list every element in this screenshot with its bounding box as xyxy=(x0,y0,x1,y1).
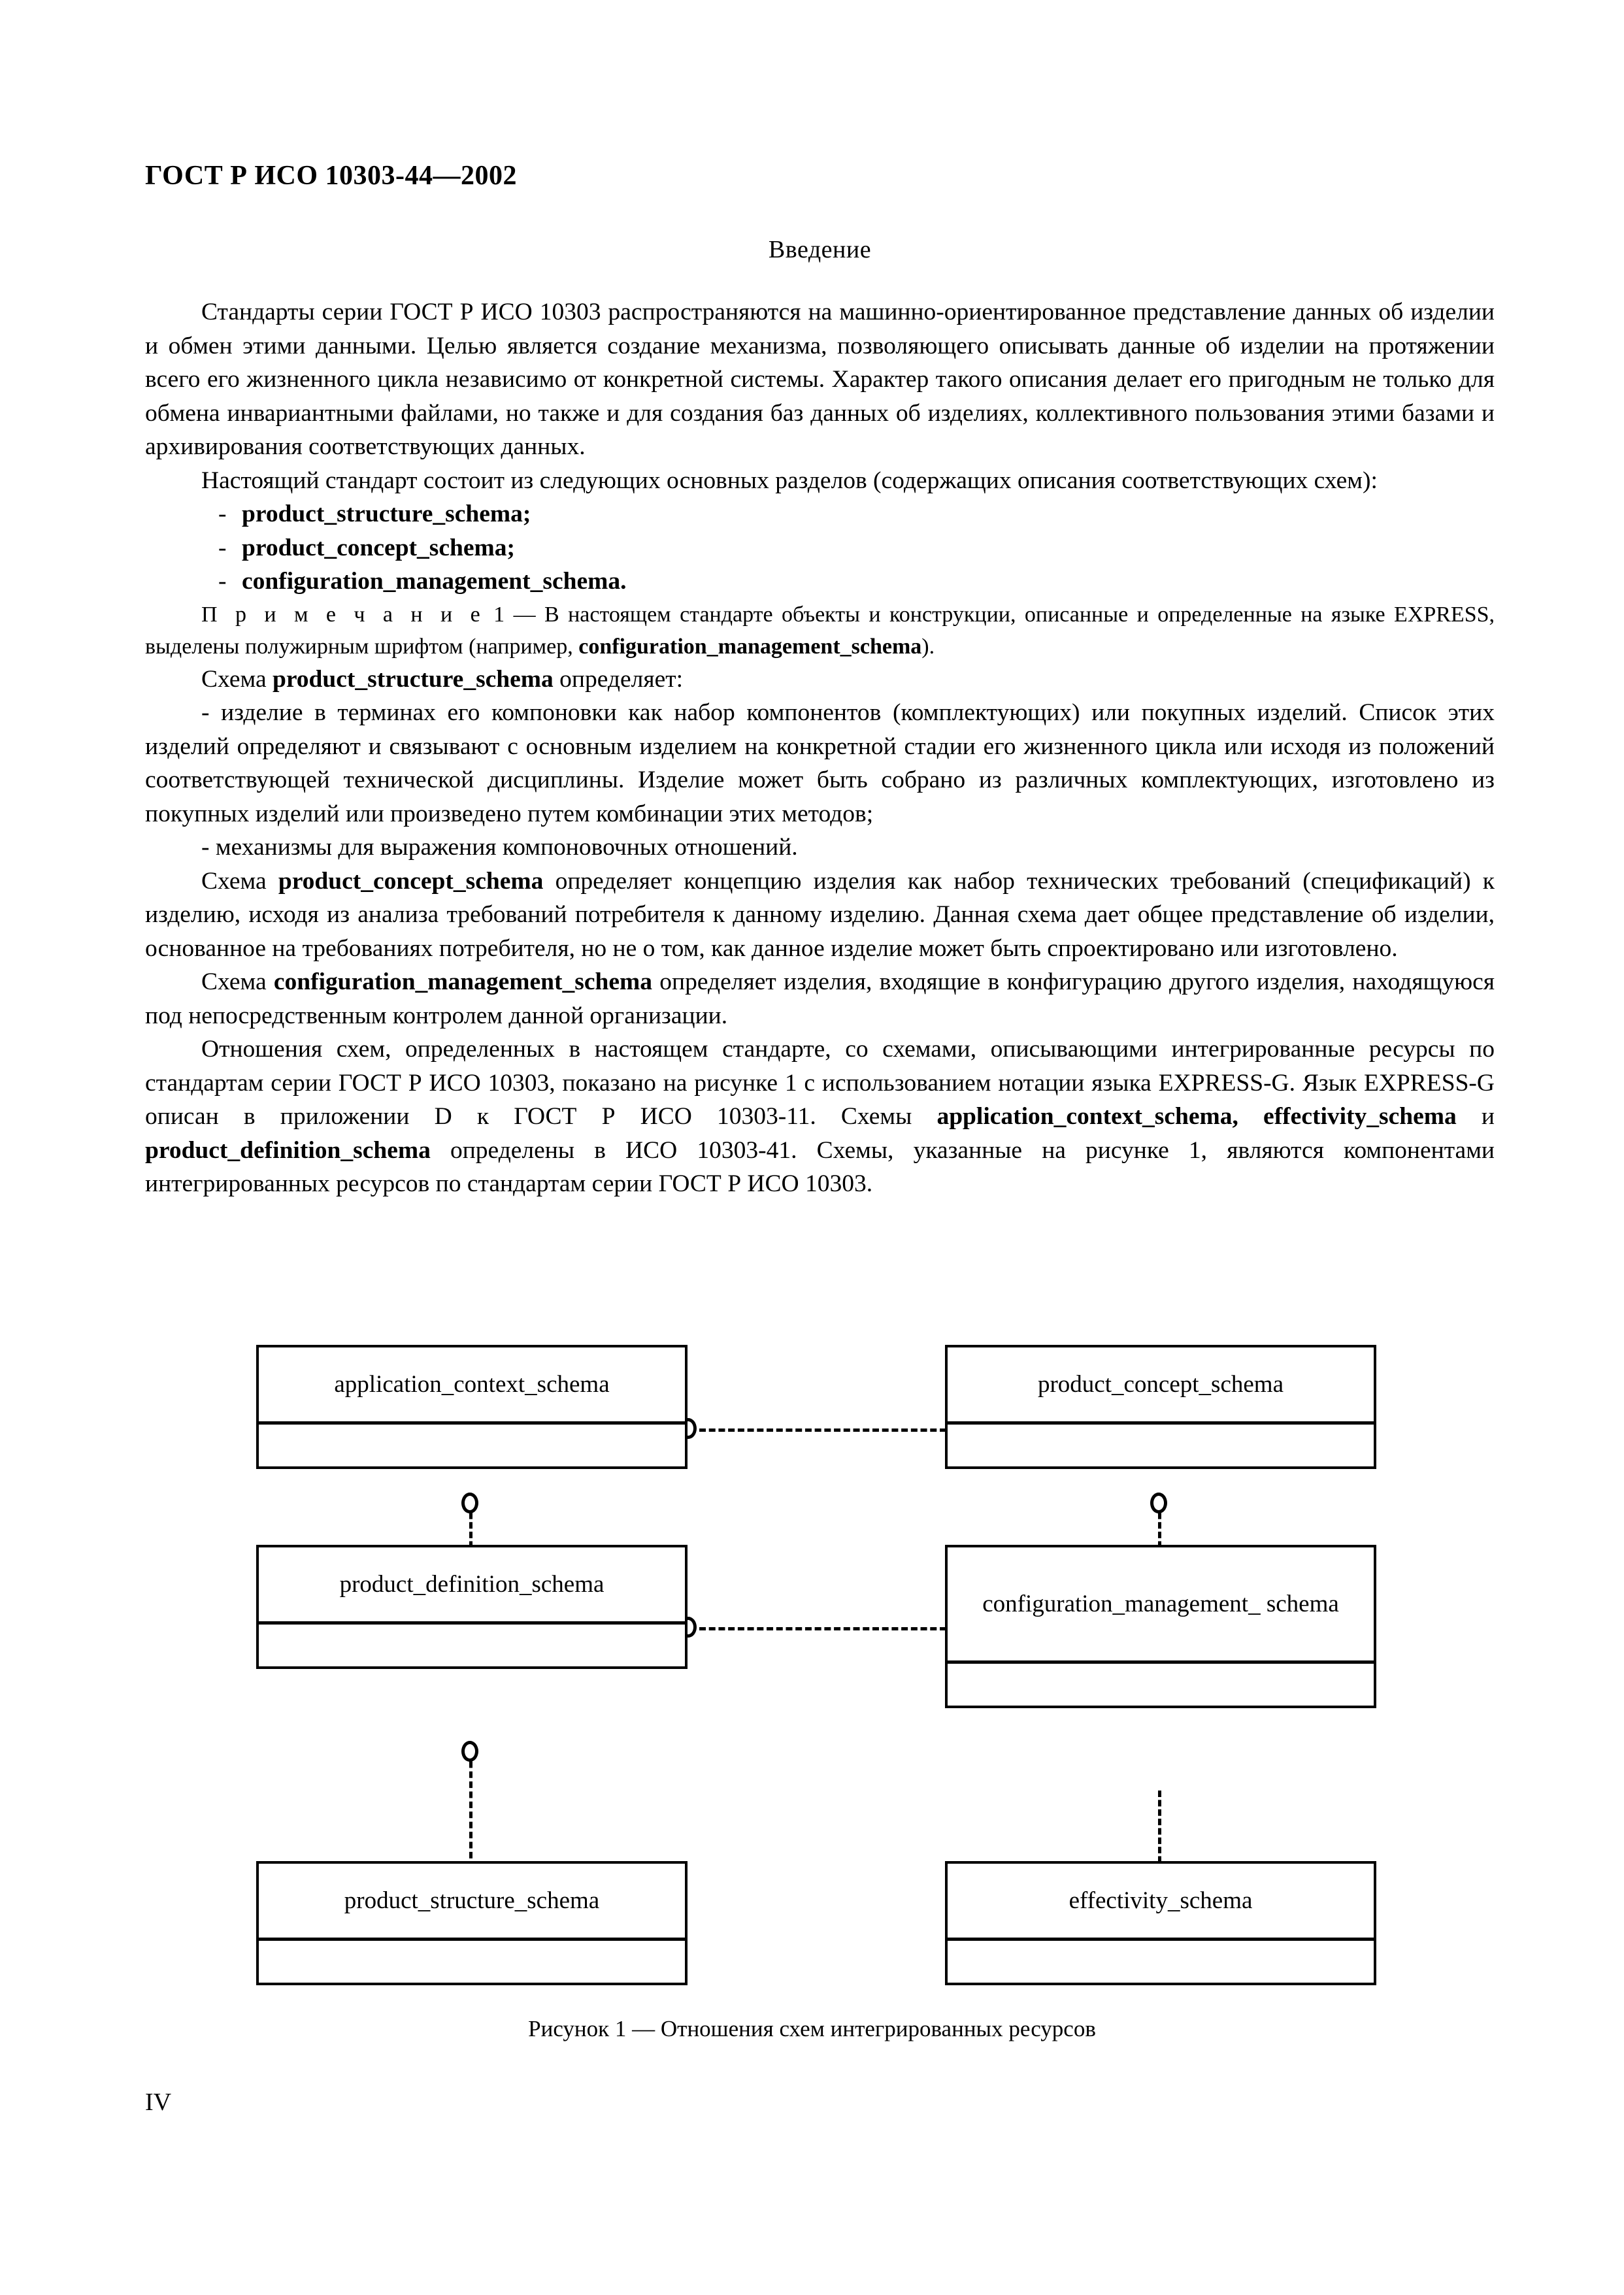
note-text-before: В настоящем стандарте объекты и конструкции, описанные и определенные на языке EXPRESS, выделены полужирным шрифтом (например, xyxy=(145,602,1495,659)
par-after: определяет концепцию изделия как набор технических требований (спецификаций) к изделию, исходя из анализа требований потребителя к данному изделию. Данная схема дает общее представление об изделии, основанное на требованиях потребителя, но не о том, как данное изделие может быть спроектировано или изготовлено. xyxy=(145,867,1495,962)
lead-bold: product_structure_schema xyxy=(272,665,554,693)
note-label: П р и м е ч а н и е xyxy=(201,602,485,627)
schema-box-effectivity-schema xyxy=(945,1861,1376,1985)
schema-box-body xyxy=(948,1425,1374,1466)
list-item-label: product_concept_schema; xyxy=(242,534,516,561)
par-before: Схема xyxy=(201,968,274,995)
page-number: IV xyxy=(145,2089,172,2116)
connector-dot xyxy=(461,1493,478,1513)
par-bold: configuration_management_schema xyxy=(273,968,652,995)
list-dash: - xyxy=(218,501,227,527)
par-mid: и xyxy=(1456,1103,1495,1130)
connector-dot xyxy=(1150,1493,1167,1513)
note-paragraph xyxy=(145,599,1495,663)
bullet-text: механизмы для выражения компоновочных отношений. xyxy=(215,834,798,861)
list-item xyxy=(145,497,1495,531)
running-header: ГОСТ Р ИСО 10303-44—2002 xyxy=(145,161,518,191)
list-item-label: configuration_management_schema. xyxy=(242,568,627,595)
intro-heading: Введение xyxy=(768,236,872,263)
par-part-1: Отношения схем, определенных в настоящем стандарте, со схемами, описывающими интегрированные ресурсы по стандартам серии ГОСТ Р ИСО 10303, показано на рисунке 1 с использованием нотации языка EXPRESS-G. Язык EXPRESS-G описан в приложении D к ГОСТ Р ИСО 10303-11. Схемы xyxy=(145,1036,1495,1130)
list-item-label: product_structure_schema; xyxy=(242,501,531,527)
list-dash: - xyxy=(218,534,227,561)
schema-box-title: effectivity_schema xyxy=(948,1864,1374,1941)
list-item xyxy=(145,565,1495,599)
list-dash: - xyxy=(218,568,227,595)
bullet-dash: - xyxy=(201,834,210,861)
par-bold: product_concept_schema xyxy=(278,867,544,895)
schema-box-title: configuration_management_ schema xyxy=(948,1547,1374,1664)
schema-box-title: product_concept_schema xyxy=(948,1347,1374,1425)
product-structure-lead xyxy=(145,663,1495,697)
schema-box-application-context-schema xyxy=(256,1345,688,1469)
par-part-2: определены в ИСО 10303-41. Схемы, указанные на рисунке 1, являются компонентами интегрированных ресурсов по стандартам серии ГОСТ Р ИСО 10303. xyxy=(145,1136,1495,1197)
schema-box-body xyxy=(259,1625,685,1666)
connector-product-definition-to-configuration-management xyxy=(699,1627,946,1630)
lead-before: Схема xyxy=(201,665,273,693)
note-text-after: ). xyxy=(921,634,935,659)
schema-list xyxy=(145,497,1495,599)
list-item xyxy=(145,531,1495,565)
schema-box-product-definition-schema xyxy=(256,1545,688,1669)
document-body xyxy=(145,235,1495,1201)
bullet-text: изделие в терминах его компоновки как набор компонентов (комплектующих) или покупных изделий. Список этих изделий определяют и связывают с основным изделием на конкретной стадии его жизненного цикла или исходя из положений соответствующей технической дисциплины. Изделие может быть собрано из различных комплектующих, изготовлено из покупных изделий или произведено путем комбинации этих методов; xyxy=(145,699,1495,827)
product-structure-bullet-2 xyxy=(145,831,1495,865)
intro-paragraph-1: Стандарты серии ГОСТ Р ИСО 10303 распространяются на машинно-ориентированное представление данных об изделии и обмен этими данными. Целью является создание механизма, позволяющего описывать данные об изделии на протяжении всего его жизненного цикла независимо от конкретной системы. Характер такого описания делает его пригодным не только для обмена инвариантными файлами, но также и для создания баз данных об изделиях, коллективного пользования этими базами и архивирования соответствующих данных. xyxy=(145,299,1495,460)
schema-box-title: application_context_schema xyxy=(259,1347,685,1425)
relations-paragraph xyxy=(145,1032,1495,1201)
schema-box-configuration-management-schema xyxy=(945,1545,1376,1708)
par-bold-1: application_context_schema, effectivity_schema xyxy=(936,1103,1457,1130)
connector-application-context-to-product-concept xyxy=(699,1428,946,1432)
schema-box-body xyxy=(948,1941,1374,1983)
note-bold-term: configuration_management_schema xyxy=(578,634,922,659)
configuration-management-paragraph xyxy=(145,965,1495,1032)
intro-paragraph-2: Настоящий стандарт состоит из следующих основных разделов (содержащих описания соответствующих схем): xyxy=(201,467,1378,494)
product-structure-bullet-1 xyxy=(145,696,1495,831)
schema-box-body xyxy=(259,1425,685,1466)
figure-caption: Рисунок 1 — Отношения схем интегрированных ресурсов xyxy=(528,2016,1096,2041)
note-number: 1 xyxy=(493,602,505,627)
express-g-figure xyxy=(0,1333,1624,2104)
note-dash: — xyxy=(513,602,536,627)
par-bold-2: product_definition_schema xyxy=(145,1136,431,1164)
schema-box-product-structure-schema xyxy=(256,1861,688,1985)
schema-box-title: product_definition_schema xyxy=(259,1547,685,1625)
lead-after: определяет: xyxy=(553,665,684,693)
schema-box-title: product_structure_schema xyxy=(259,1864,685,1941)
schema-box-body xyxy=(948,1664,1374,1706)
par-before: Схема xyxy=(201,867,278,895)
product-concept-paragraph xyxy=(145,865,1495,966)
bullet-dash: - xyxy=(201,699,210,726)
par-after: определяет изделия, входящие в конфигурацию другого изделия, находящуюся под непосредственным контролем данной организации. xyxy=(145,968,1495,1029)
connector-dot xyxy=(461,1741,478,1762)
schema-box-product-concept-schema xyxy=(945,1345,1376,1469)
schema-box-body xyxy=(259,1941,685,1983)
